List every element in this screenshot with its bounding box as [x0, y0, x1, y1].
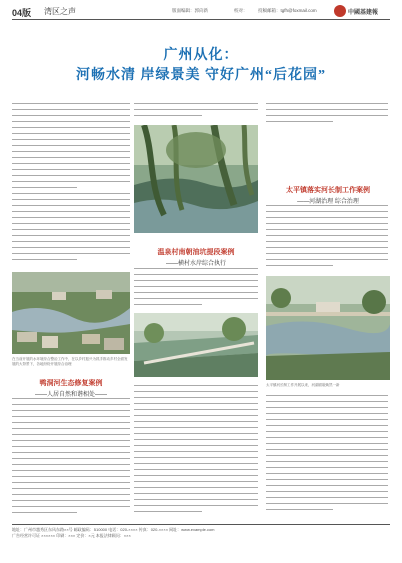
section-title: 湾区之声 [44, 7, 76, 16]
subhead-yadong-subtitle: ——人居自然和谐相处—— [34, 392, 107, 398]
aerial-river-photo [12, 272, 130, 354]
newspaper-logo-text: 中國基建報 [348, 10, 379, 16]
submission-email: 投稿邮箱：tgfh@foxmail.com [258, 8, 317, 13]
subhead-wenquan [134, 247, 258, 267]
body-text-column-1-bottom [12, 398, 130, 522]
body-text-column-3-top [266, 103, 388, 133]
river-willow-photo [134, 125, 258, 233]
body-text-column-2-top [134, 103, 258, 123]
riverside-walkway-photo [134, 313, 258, 377]
editor-credit: 版面编辑：郭向新 [172, 8, 208, 13]
proof-credit: 校对： [234, 8, 248, 13]
body-text-column-1 [12, 103, 130, 268]
body-text-column-3-bottom [266, 395, 388, 522]
river-bridge-photo [266, 276, 390, 380]
subhead-wenquan-title: 温泉村南朝油坑提段案例 [157, 249, 235, 256]
subhead-yadong [12, 378, 130, 398]
header-rule [12, 19, 390, 20]
subhead-yadong-title: 鸭洞河生态修复案例 [39, 380, 103, 387]
photo-caption-left: 在当前开展的水环境综合整治工作中，在以乡村振兴为抓手推动乡村全面发展的大背景下，各地纷纷开展综合治理 [12, 357, 128, 366]
footer-line-1: 地址：广州市越秀区东风东路××号 邮政编码：510000 电话：020-×××× 传真：020-×××× 网址：www.example.com [12, 527, 215, 532]
headline-line-2: 河畅水清 岸绿景美 守好广州“后花园” [76, 68, 326, 83]
footer-rule [12, 524, 390, 525]
photo-caption-right: 太平镇河长制工作开展以来，河湖面貌焕然一新 [266, 383, 340, 387]
page-footer [12, 527, 390, 539]
subhead-taiping-title: 太平镇落实河长制工作案例 [286, 187, 370, 194]
body-text-column-2-bottom [134, 385, 258, 522]
page-number: 04版 [12, 8, 32, 18]
headline-line-1: 广州从化： [163, 48, 239, 63]
subhead-wenquan-subtitle: ——横村水岸综合执行 [165, 261, 226, 267]
page-header [12, 5, 390, 19]
footer-line-2: 广告经营许可证 ×××××× 印刷：××× 定价：×元 本报法律顾问：××× [12, 533, 131, 538]
subhead-taiping [266, 185, 390, 205]
newspaper-logo-icon [334, 5, 346, 17]
subhead-taiping-subtitle: ——河湖治理 综合治理 [297, 199, 359, 205]
body-text-column-2-mid [134, 268, 258, 310]
body-text-column-3-mid [266, 205, 388, 273]
